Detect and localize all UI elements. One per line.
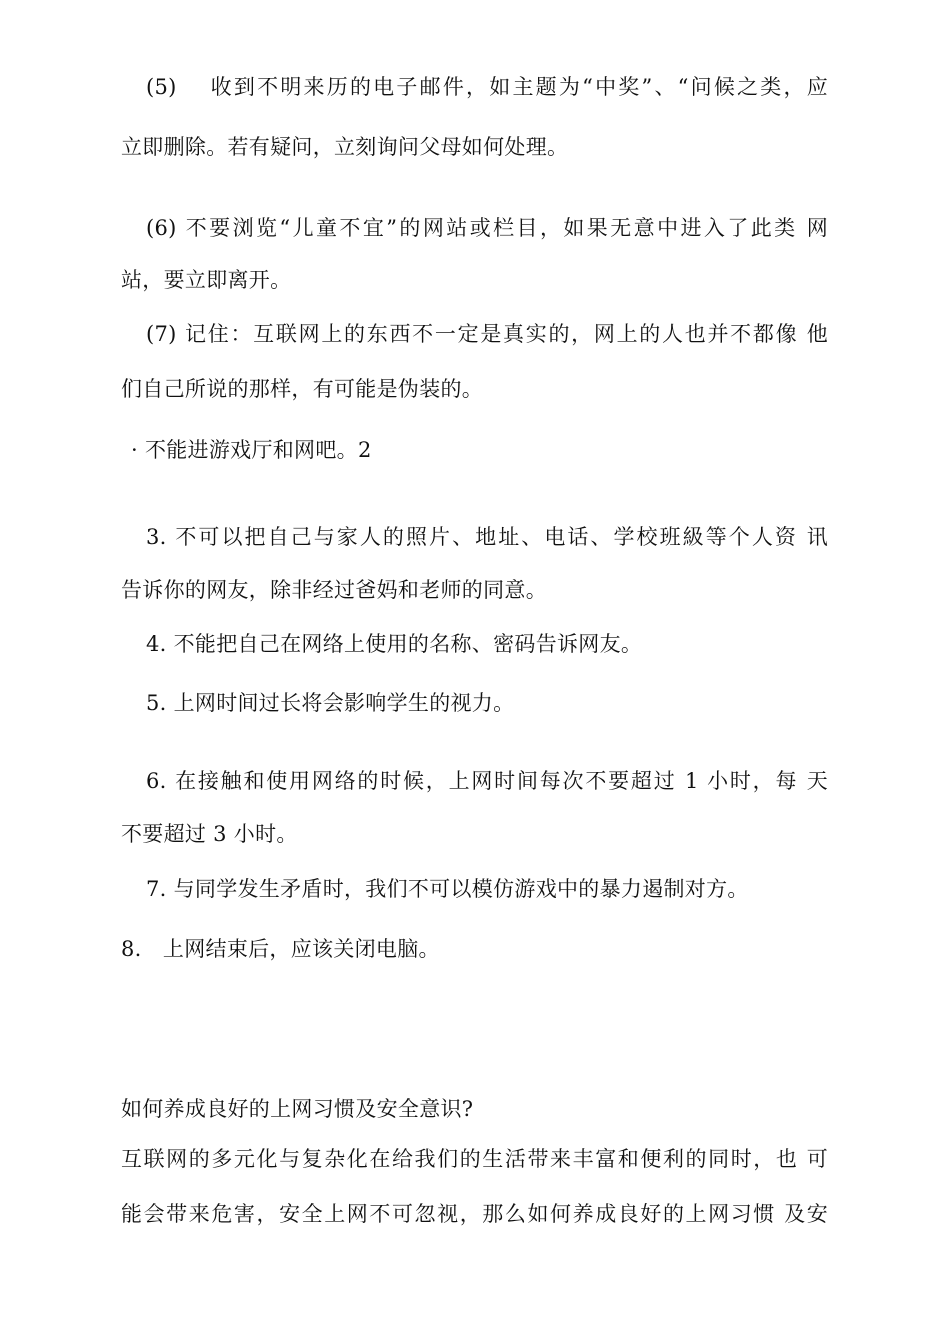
text-line-rule8: 8. 上网结束后，应该关闭电脑。 (121, 937, 440, 961)
text-line-item5: (5) 收到不明来历的电子邮件，如主题为“中奖”、“问候之类，应 (146, 75, 828, 99)
text-line-item7: (7) 记住：互联网上的东西不一定是真实的，网上的人也并不都像 他 (146, 322, 828, 346)
text-line-rule7: 7. 与同学发生矛盾时，我们不可以模仿游戏中的暴力遏制对方。 (146, 877, 749, 901)
text-line-item5-cont: 立即删除。若有疑问，立刻询问父母如何处理。 (121, 135, 569, 159)
text-line-rule6-cont: 不要超过 3 小时。 (121, 822, 298, 846)
text-line-item6: (6) 不要浏览“儿童不宜”的网站或栏目，如果无意中进入了此类 网 (146, 216, 828, 240)
section-heading: 如何养成良好的上网习惯及安全意识? (121, 1097, 474, 1121)
text-line-item6-cont: 站，要立即离开。 (121, 268, 292, 292)
text-line-rule6: 6. 在接触和使用网络的时候，上网时间每次不要超过 1 小时，每 天 (146, 769, 828, 793)
paragraph-line-2: 能会带来危害，安全上网不可忽视，那么如何养成良好的上网习惯 及安 (121, 1202, 828, 1226)
text-line-rule3-cont: 告诉你的网友，除非经过爸妈和老师的同意。 (121, 578, 547, 602)
text-line-bullet: · 不能进游戏厅和网吧。2 (131, 438, 372, 462)
text-line-item7-cont: 们自己所说的那样，有可能是伪装的。 (121, 377, 484, 401)
text-line-rule4: 4. 不能把自己在网络上使用的名称、密码告诉网友。 (146, 632, 643, 656)
text-line-rule5: 5. 上网时间过长将会影响学生的视力。 (146, 691, 515, 715)
text-line-rule3: 3. 不可以把自己与家人的照片、地址、电话、学校班級等个人资 讯 (146, 525, 828, 549)
paragraph-line-1: 互联网的多元化与复杂化在给我们的生活带来丰富和便利的同时，也 可 (121, 1147, 828, 1171)
